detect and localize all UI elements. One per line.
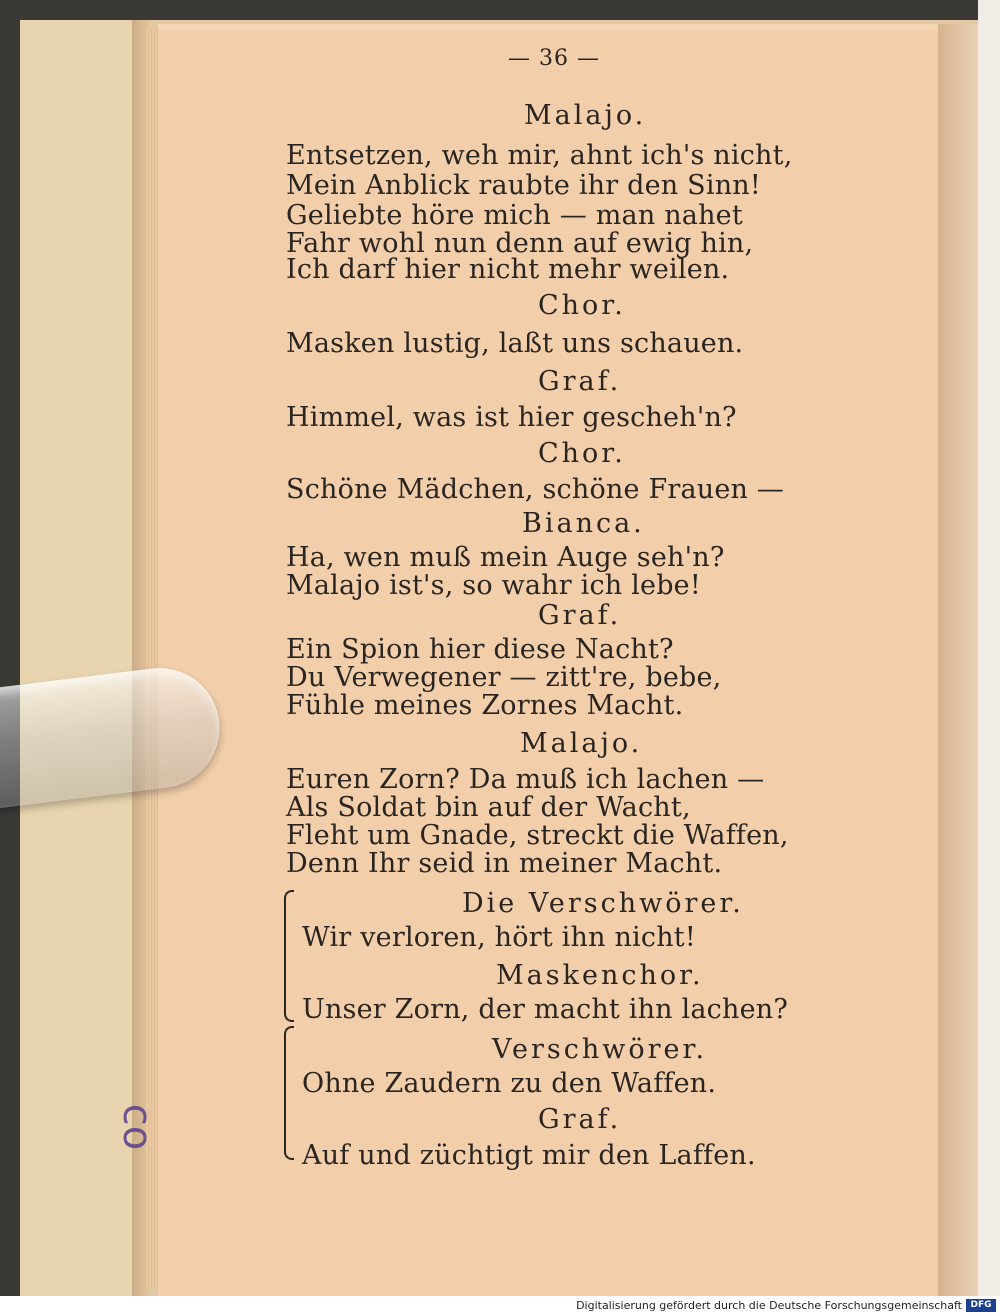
- verse-line: Fahr wohl nun denn auf ewig hin,: [286, 228, 754, 259]
- verse-line: Geliebte höre mich — man nahet: [286, 200, 743, 231]
- verse-line: Auf und züchtigt mir den Laffen.: [302, 1140, 756, 1171]
- speaker-heading: Graf.: [538, 366, 622, 397]
- scan-margin: [978, 0, 1000, 1296]
- verse-line: Denn Ihr seid in meiner Macht.: [286, 848, 723, 879]
- bracket-lower: [284, 1026, 294, 1160]
- dfg-logo: DFG: [966, 1299, 996, 1312]
- speaker-heading: Malajo.: [520, 728, 643, 759]
- verse-line: Wir verloren, hört ihn nicht!: [302, 922, 696, 953]
- speaker-heading: Bianca.: [522, 508, 645, 539]
- speaker-heading: Chor.: [538, 438, 626, 469]
- footer-bar: [0, 1296, 1000, 1316]
- verse-line: Du Verwegener — zitt're, bebe,: [286, 662, 722, 693]
- verse-line: Fleht um Gnade, streckt die Waffen,: [286, 820, 789, 851]
- speaker-heading: Die Verschwörer.: [462, 888, 744, 919]
- verse-line: Masken lustig, laßt uns schauen.: [286, 328, 744, 359]
- speaker-heading: Chor.: [538, 290, 626, 321]
- speaker-heading: Graf.: [538, 1104, 622, 1135]
- verse-line: Ha, wen muß mein Auge seh'n?: [286, 542, 725, 573]
- verse-line: Fühle meines Zornes Macht.: [286, 690, 684, 721]
- speaker-heading: Maskenchor.: [496, 960, 704, 991]
- verse-line: Als Soldat bin auf der Wacht,: [286, 792, 691, 823]
- verse-line: Entsetzen, weh mir, ahnt ich's nicht,: [286, 140, 793, 171]
- speaker-heading: Malajo.: [524, 100, 647, 131]
- footer-credit: Digitalisierung gefördert durch die Deutsche Forschungsgemeinschaft: [576, 1299, 962, 1312]
- speaker-heading: Graf.: [538, 600, 622, 631]
- verse-line: Unser Zorn, der macht ihn lachen?: [302, 994, 789, 1025]
- verse-line: Mein Anblick raubte ihr den Sinn!: [286, 170, 761, 201]
- library-stamp: co: [114, 1103, 161, 1151]
- page-gutter: [938, 24, 978, 1296]
- verse-line: Ich darf hier nicht mehr weilen.: [286, 254, 730, 285]
- verse-line: Ein Spion hier diese Nacht?: [286, 634, 674, 665]
- verse-line: Ohne Zaudern zu den Waffen.: [302, 1068, 717, 1099]
- verse-line: Malajo ist's, so wahr ich lebe!: [286, 570, 701, 601]
- verse-line: Himmel, was ist hier gescheh'n?: [286, 402, 737, 433]
- speaker-heading: Verschwörer.: [492, 1034, 708, 1065]
- page-number: — 36 —: [508, 46, 600, 71]
- verse-line: Euren Zorn? Da muß ich lachen —: [286, 764, 765, 795]
- verse-line: Schöne Mädchen, schöne Frauen —: [286, 474, 785, 505]
- bracket-upper: [284, 890, 294, 1022]
